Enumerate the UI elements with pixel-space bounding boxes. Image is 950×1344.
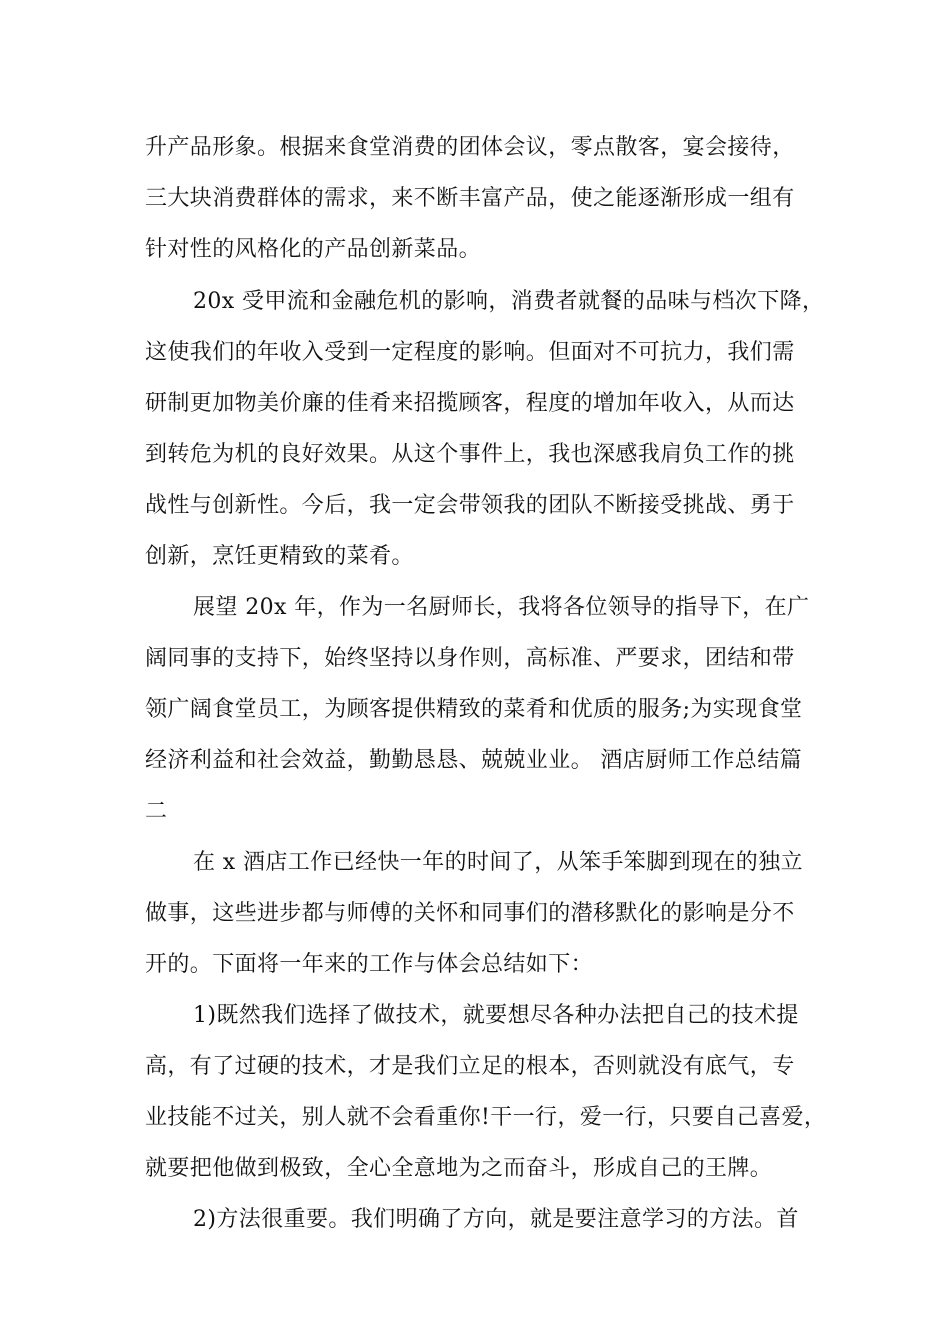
paragraph-first-line: 在 x 酒店工作已经快一年的时间了，从笨手笨脚到现在的独立 [193,850,803,875]
body-text-line: 就要把他做到极致，全心全意地为之而奋斗，形成自己的王牌。 [145,1156,773,1181]
body-text-line: 二 [145,799,168,824]
paragraph-first-line: 20x 受甲流和金融危机的影响，消费者就餐的品味与档次下降， [193,289,825,314]
body-text-line: 三大块消费群体的需求，来不断丰富产品，使之能逐渐形成一组有 [145,186,795,211]
body-text-line: 做事，这些进步都与师傅的关怀和同事们的潜移默化的影响是分不 [145,901,795,926]
body-text-line: 研制更加物美价廉的佳肴来招揽顾客，程度的增加年收入，从而达 [145,391,795,416]
body-text-line: 高，有了过硬的技术，才是我们立足的根本，否则就没有底气，专 [145,1054,795,1079]
body-text-line: 领广阔食堂员工，为顾客提供精致的菜肴和优质的服务;为实现食堂 [145,697,803,722]
body-text-line: 这使我们的年收入受到一定程度的影响。但面对不可抗力，我们需 [145,340,795,365]
body-text-line: 创新，烹饪更精致的菜肴。 [145,544,414,569]
body-text-line: 阔同事的支持下，始终坚持以身作则，高标准、严要求，团结和带 [145,646,795,671]
paragraph-first-line: 展望 20x 年，作为一名厨师长，我将各位领导的指导下，在广 [193,595,810,620]
body-text-line: 战性与创新性。今后，我一定会带领我的团队不断接受挑战、勇于 [145,493,795,518]
body-text-line: 经济利益和社会效益，勤勤恳恳、兢兢业业。 酒店厨师工作总结篇 [145,748,802,773]
body-text-line: 针对性的风格化的产品创新菜品。 [145,237,482,262]
body-text-line: 到转危为机的良好效果。从这个事件上，我也深感我肩负工作的挑 [145,442,795,467]
body-text-line: 升产品形象。根据来食堂消费的团体会议，零点散客，宴会接待， [145,135,795,160]
body-text-line: 业技能不过关，别人就不会看重你!干一行，爱一行，只要自己喜爱， [145,1105,827,1130]
body-text-line: 开的。下面将一年来的工作与体会总结如下： [145,952,594,977]
paragraph-first-line: 2)方法很重要。我们明确了方向，就是要注意学习的方法。首 [193,1207,799,1232]
paragraph-first-line: 1)既然我们选择了做技术，就要想尽各种办法把自己的技术提 [193,1003,799,1028]
